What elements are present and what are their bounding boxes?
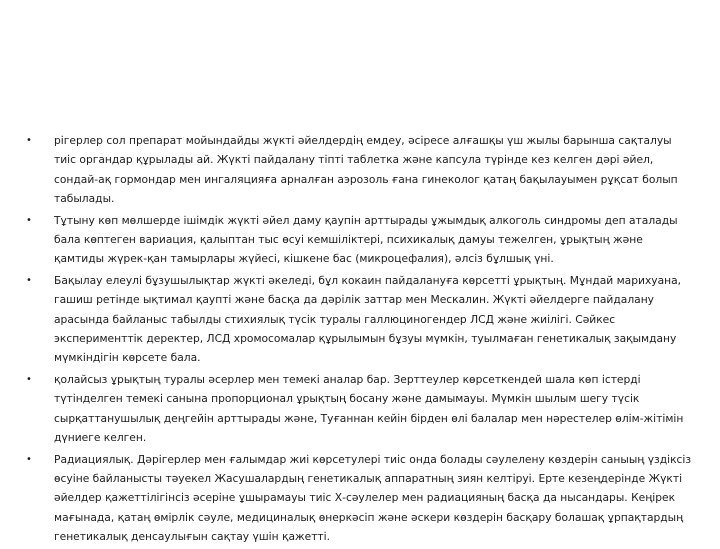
bullet-text: Тұтыну көп мөлшерде ішімдік жүкті әйел даму қаупін арттырады ұжымдық алкоголь синдромы деп аталады бала көптеген вариация, қалыптан тыс өсуі кемшіліктері, психикалық дамуы тежелген, ұрықтың және қамтиды жүрек-қан тамырлары жүйесі, кішкене бас (микроцефалия), әлсіз бұлшық үні. [54, 213, 678, 266]
bullet-dot-icon: • [26, 135, 32, 146]
bullet-item [26, 450, 702, 547]
bullet-item [26, 370, 702, 448]
bullet-dot-icon: • [26, 453, 32, 465]
bullet-text: қолайсыз ұрықтың туралы әсерлер мен темекі аналар бар. Зерттеулер көрсеткендей шала көп істерді түтінделген темекі санына пропорционал ұрықтың босану және дамымауы. Мүмкін шылым шегу түсік сырқаттанушылық деңгейін арттырады және, Туғаннан кейін бірден өлі балалар мен нәрестелер өлім-жітімін дүниеге келген. [54, 372, 684, 445]
bullet-text: Радиациялық. Дәрігерлер мен ғалымдар жиі көрсетулері тиіс онда болады сәулелену көздерін саныың үздіксіз өсуіне байланысты тәуекел Жасушалардың генетикалық аппаратның зиян келтіруі. Ерте кезеңдерінде Жүкті әйелдер қажеттілігінсіз әсеріне ұшырамауы тиіс Х-сәулелер мен радиацияның басқа да нысандары. Кеңірек мағынада, қатаң өмірлік сәуле, медициналық өнеркәсіп және әскери көздерін басқару болашақ ұрпақтардың генетикалық денсаулығын сақтау үшін қажетті. [54, 452, 692, 544]
bullet-dot-icon: • [26, 274, 32, 286]
bullet-item [26, 131, 702, 209]
bullet-text: Бақылау елеулі бұзушылықтар жүкті әкеледі, бұл кокаин пайдалануға көрсетті ұрықтың. Мұндай марихуана, гашиш ретінде ықтимал қаупті және басқа да дәрілік заттар мен Мескалин. Жүкті әйелдерге пайдалану арасында байланыс табылды стихиялық түсік туралы галлюциногендер ЛСД және жиілігі. Сәйкес эксперименттік деректер, ЛСД хромосомалар құрылымын бұзуы мүмкін, туылмаған генетикалық зақымдану мүмкіндігін көрсете бала. [54, 273, 682, 365]
bullet-dot-icon: • [26, 214, 32, 226]
bullet-text: рігерлер сол препарат мойындайды жүкті әйелдердің емдеу, әсіресе алғашқы үш жылы барынша сақталуы тиіс органдар құрылады ай. Жүкті пайдалану тіпті таблетка және капсула түрінде кез келген дәрі әйел, сондай-ақ гормондар мен ингаляцияға арналған аэрозоль ғана гинеколог қатаң бақылауымен рұқсат болып табылады. [54, 134, 678, 206]
bullet-list [26, 131, 702, 549]
bullet-item [26, 271, 702, 368]
bullet-dot-icon: • [26, 373, 32, 385]
bullet-item [26, 211, 702, 269]
